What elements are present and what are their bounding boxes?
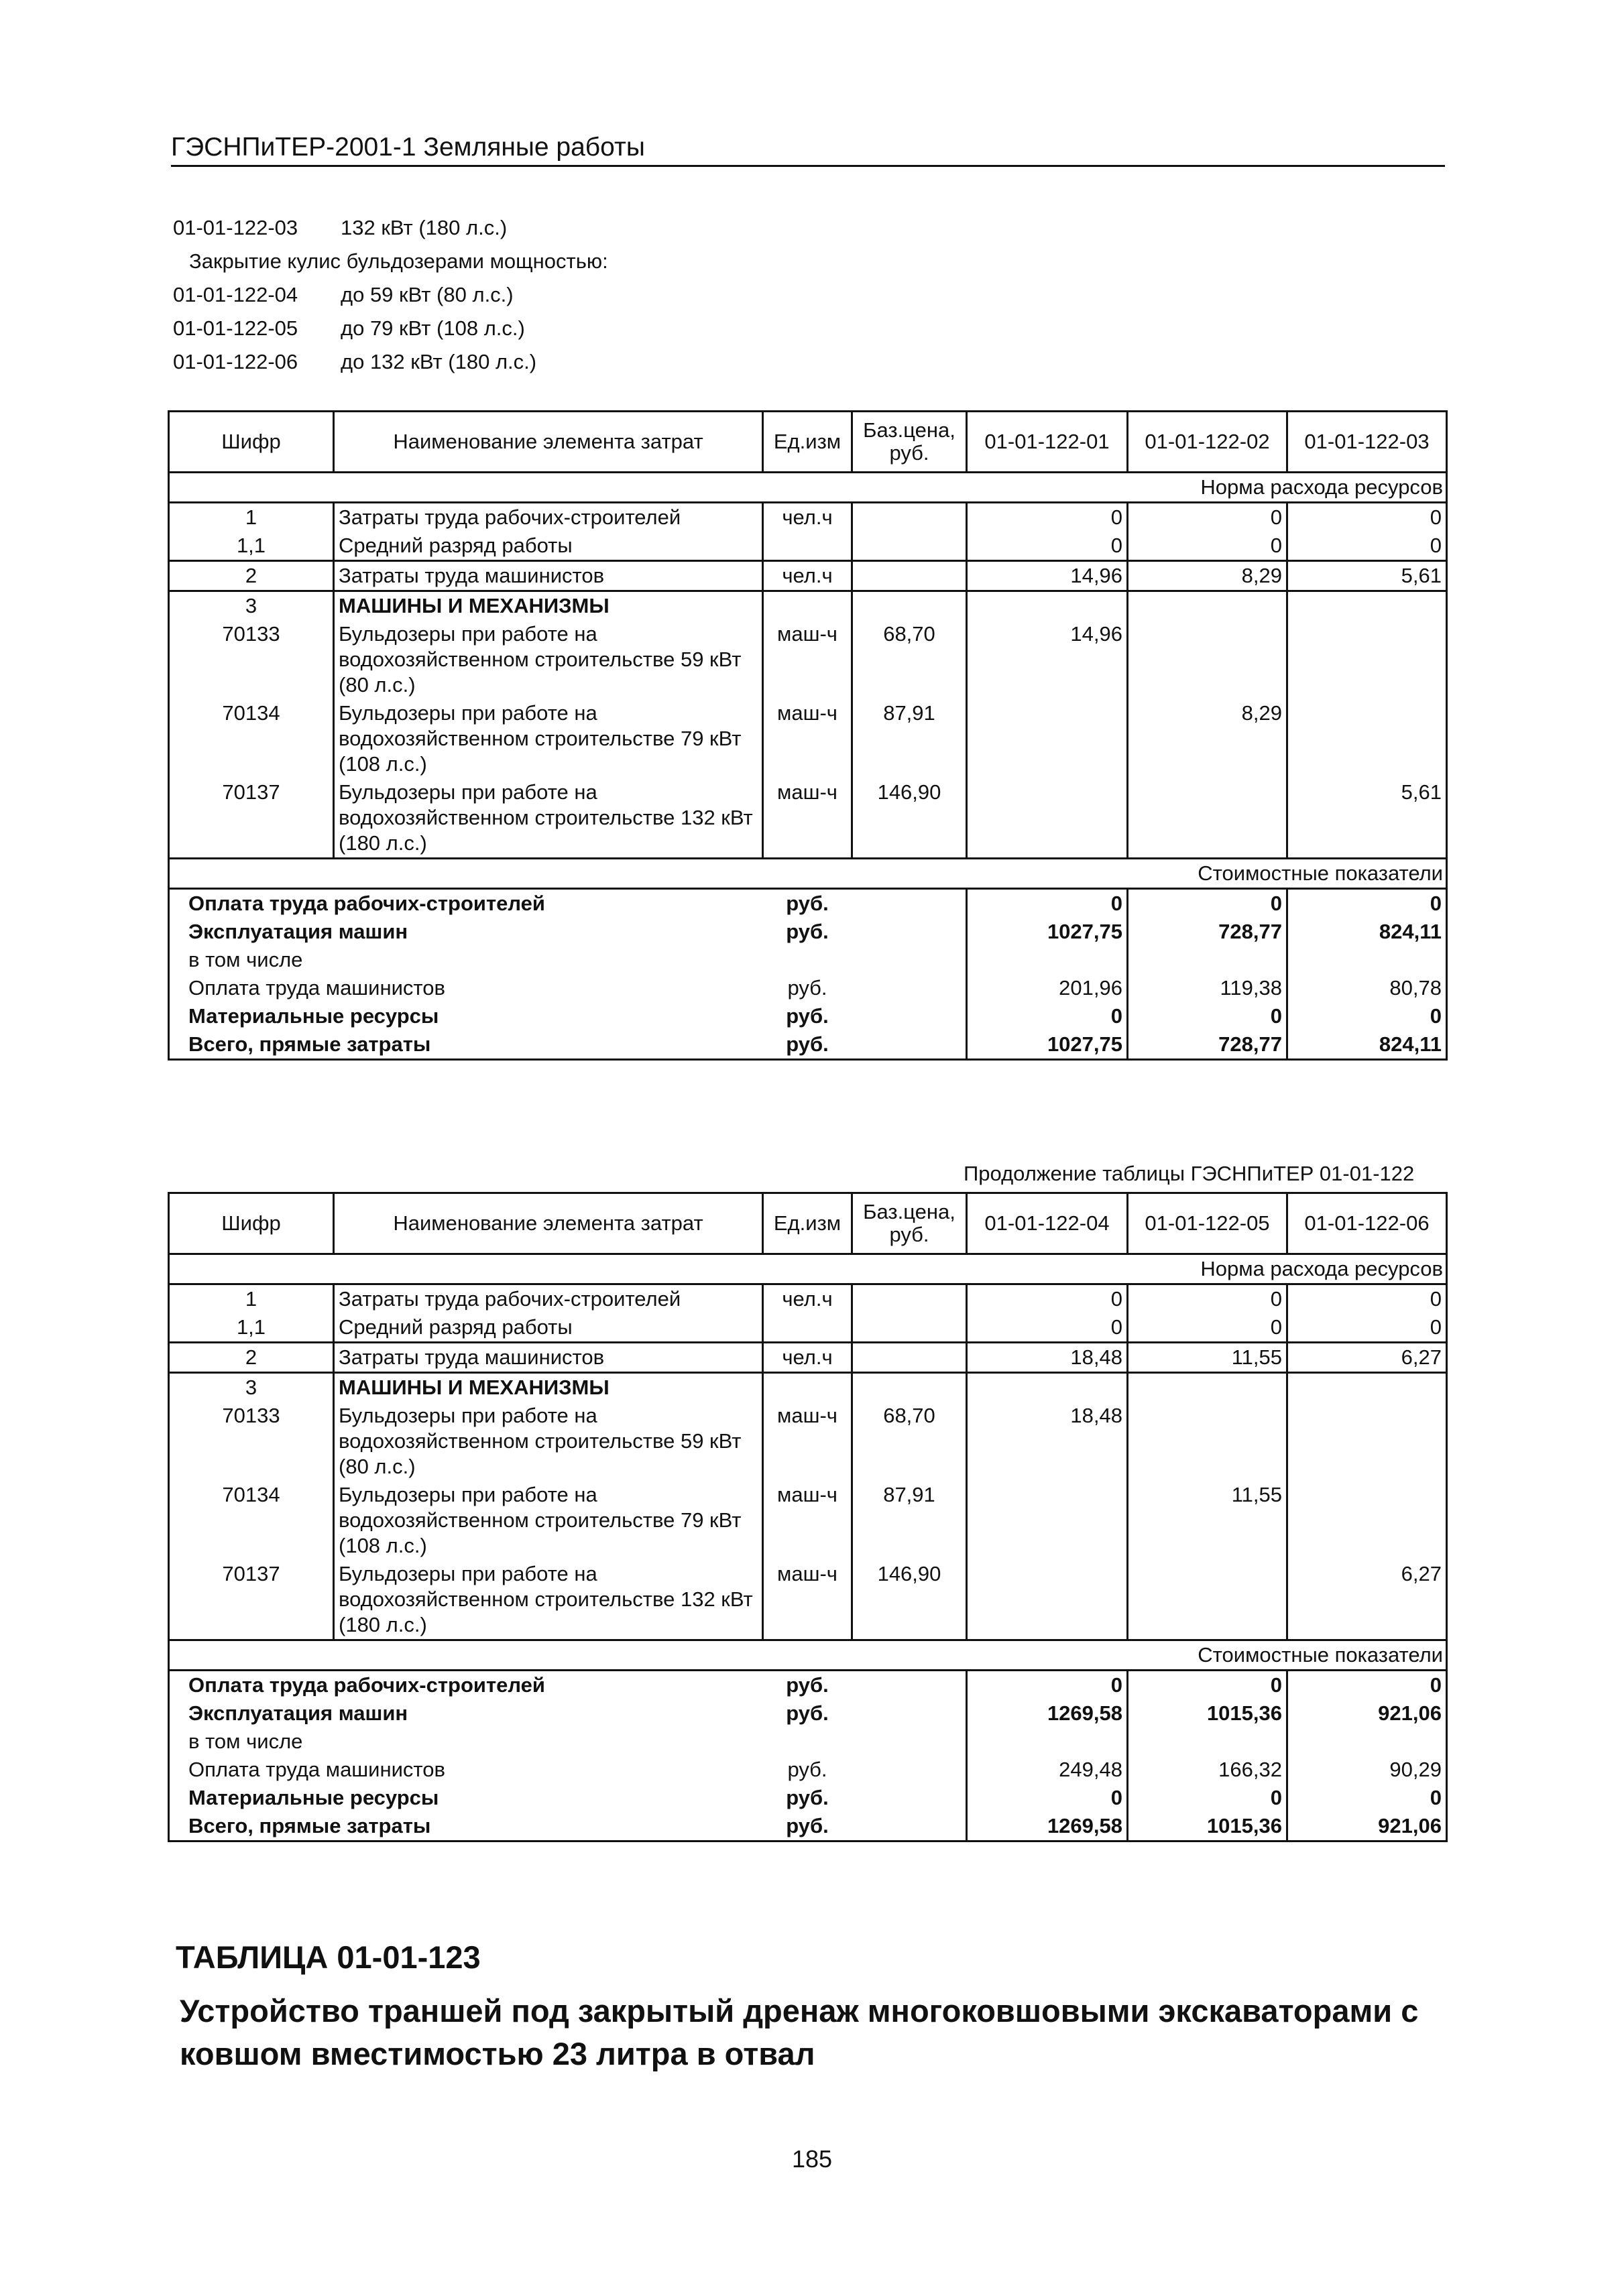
intro-code: 01-01-122-04	[173, 283, 298, 306]
summary-price	[852, 1671, 967, 1700]
summary-row	[169, 1812, 1447, 1841]
table-row	[169, 503, 1447, 532]
row-value: 18,48	[967, 1343, 1128, 1373]
summary-value: 728,77	[1128, 918, 1287, 946]
summary-price	[852, 1699, 967, 1728]
row-value: 0	[1287, 503, 1447, 532]
summary-value: 921,06	[1287, 1699, 1447, 1728]
col-header-unit: Ед.изм	[763, 412, 852, 473]
row-unit	[763, 591, 852, 621]
row-value	[1128, 1373, 1287, 1402]
row-price: 146,90	[852, 778, 967, 859]
table-row	[169, 1560, 1447, 1640]
row-value: 0	[967, 1313, 1128, 1343]
row-name: Бульдозеры при работе на водохозяйственном строительстве 132 кВт (180 л.с.)	[334, 778, 763, 859]
intro-text: до 59 кВт (80 л.с.)	[341, 283, 514, 306]
row-unit: маш-ч	[763, 699, 852, 778]
row-code: 70137	[169, 778, 334, 859]
row-code: 70133	[169, 1402, 334, 1481]
row-value: 0	[967, 503, 1128, 532]
summary-value: 1027,75	[967, 918, 1128, 946]
summary-value: 0	[1287, 1784, 1447, 1812]
col-header-code: 01-01-122-05	[1128, 1193, 1287, 1254]
summary-value: 0	[1128, 889, 1287, 918]
summary-label: Эксплуатация машин	[169, 918, 763, 946]
row-value: 0	[1287, 1284, 1447, 1314]
band-row-cost	[169, 1640, 1447, 1671]
summary-label: Всего, прямые затраты	[169, 1030, 763, 1060]
summary-value: 0	[1128, 1784, 1287, 1812]
summary-value: 728,77	[1128, 1030, 1287, 1060]
intro-text: 132 кВт (180 л.с.)	[341, 216, 508, 239]
intro-code: 01-01-122-03	[173, 216, 298, 239]
row-code: 3	[169, 1373, 334, 1402]
summary-row	[169, 1756, 1447, 1784]
summary-unit: руб.	[787, 976, 827, 1000]
row-code: 1	[169, 1284, 334, 1314]
next-table-title: ТАБЛИЦА 01-01-123	[176, 1939, 481, 1975]
row-code: 70134	[169, 699, 334, 778]
row-value	[1287, 591, 1447, 621]
summary-row	[169, 1671, 1447, 1700]
col-header-code: 01-01-122-03	[1287, 412, 1447, 473]
row-value	[967, 699, 1128, 778]
summary-value: 249,48	[967, 1756, 1128, 1784]
summary-label: Материальные ресурсы	[169, 1002, 763, 1030]
summary-value	[967, 1728, 1128, 1756]
intro-line	[173, 283, 608, 316]
summary-unit	[763, 1728, 852, 1756]
summary-value: 0	[967, 1671, 1128, 1700]
summary-unit: руб.	[786, 1701, 829, 1725]
col-header-name: Наименование элемента затрат	[334, 1193, 763, 1254]
band-row-norm	[169, 1254, 1447, 1284]
summary-unit	[763, 946, 852, 974]
summary-value	[967, 946, 1128, 974]
row-value	[1128, 620, 1287, 699]
table-header-row	[169, 412, 1447, 473]
continuation-note: Продолжение таблицы ГЭСНПиТЕР 01-01-122	[964, 1162, 1415, 1185]
row-value	[967, 1560, 1128, 1640]
row-unit: чел.ч	[763, 1343, 852, 1373]
row-value	[1287, 1402, 1447, 1481]
row-name: МАШИНЫ И МЕХАНИЗМЫ	[334, 1373, 763, 1402]
summary-value: 1015,36	[1128, 1812, 1287, 1841]
summary-value: 1269,58	[967, 1812, 1128, 1841]
row-price: 68,70	[852, 1402, 967, 1481]
table-header-row	[169, 1193, 1447, 1254]
summary-unit: руб.	[763, 1030, 852, 1060]
row-value: 0	[967, 532, 1128, 561]
row-name: Бульдозеры при работе на водохозяйственном строительстве 59 кВт (80 л.с.)	[334, 620, 763, 699]
summary-row	[169, 889, 1447, 918]
col-header-unit: Ед.изм	[763, 1193, 852, 1254]
row-code: 70137	[169, 1560, 334, 1640]
intro-text: до 79 кВт (108 л.с.)	[341, 316, 525, 340]
row-value	[1128, 591, 1287, 621]
summary-row	[169, 946, 1447, 974]
summary-row	[169, 1728, 1447, 1756]
summary-price	[852, 1812, 967, 1841]
row-price: 87,91	[852, 1481, 967, 1560]
row-value: 0	[1287, 1313, 1447, 1343]
resource-table-2	[168, 1192, 1448, 1842]
summary-price	[852, 1756, 967, 1784]
row-name: Бульдозеры при работе на водохозяйственном строительстве 59 кВт (80 л.с.)	[334, 1402, 763, 1481]
col-header-price: Баз.цена, руб.	[852, 412, 967, 473]
table-row	[169, 1402, 1447, 1481]
summary-value: 0	[1128, 1671, 1287, 1700]
row-unit: маш-ч	[763, 1402, 852, 1481]
table-row	[169, 561, 1447, 591]
intro-code: 01-01-122-05	[173, 316, 298, 340]
resource-table-1	[168, 410, 1448, 1061]
page-number: 185	[791, 2145, 833, 2173]
summary-value	[1128, 1728, 1287, 1756]
summary-label: в том числе	[169, 946, 763, 974]
intro-line	[173, 350, 608, 383]
row-value	[1128, 778, 1287, 859]
summary-row	[169, 1002, 1447, 1030]
row-value	[967, 1373, 1128, 1402]
summary-value: 1269,58	[967, 1699, 1128, 1728]
col-header-shifr: Шифр	[169, 1193, 334, 1254]
row-code: 1,1	[169, 532, 334, 561]
intro-line: Закрытие кулис бульдозерами мощностью:	[189, 249, 608, 273]
row-value: 11,55	[1128, 1343, 1287, 1373]
band-row-cost	[169, 859, 1447, 889]
summary-row	[169, 1699, 1447, 1728]
row-value: 14,96	[967, 561, 1128, 591]
summary-row	[169, 918, 1447, 946]
next-table-description: Устройство траншей под закрытый дренаж многоковшовыми экскаваторами с ковшом вместимостью 23 литра в отвал	[180, 1993, 1419, 2071]
row-unit	[763, 532, 852, 561]
row-value	[1287, 699, 1447, 778]
summary-unit: руб.	[786, 1673, 829, 1697]
intro-list	[173, 216, 608, 383]
summary-value	[1128, 946, 1287, 974]
row-unit: чел.ч	[763, 561, 852, 591]
summary-price	[852, 974, 967, 1002]
row-price: 87,91	[852, 699, 967, 778]
band-label: Норма расхода ресурсов	[169, 473, 1447, 503]
row-value: 0	[1128, 503, 1287, 532]
row-name: Бульдозеры при работе на водохозяйственном строительстве 79 кВт (108 л.с.)	[334, 699, 763, 778]
row-price: 68,70	[852, 620, 967, 699]
intro-code: 01-01-122-06	[173, 350, 298, 373]
col-header-name: Наименование элемента затрат	[334, 412, 763, 473]
row-unit: маш-ч	[763, 1560, 852, 1640]
col-header-code: 01-01-122-02	[1128, 412, 1287, 473]
summary-label: Оплата труда рабочих-строителей	[169, 1671, 763, 1700]
row-value	[967, 591, 1128, 621]
summary-value: 0	[967, 1002, 1128, 1030]
row-value	[967, 778, 1128, 859]
table-row	[169, 620, 1447, 699]
table-row	[169, 1481, 1447, 1560]
row-code: 2	[169, 1343, 334, 1373]
table-row	[169, 1284, 1447, 1314]
summary-row	[169, 974, 1447, 1002]
row-code: 1	[169, 503, 334, 532]
summary-price	[852, 1784, 967, 1812]
summary-value: 1027,75	[967, 1030, 1128, 1060]
row-code: 2	[169, 561, 334, 591]
row-name: МАШИНЫ И МЕХАНИЗМЫ	[334, 591, 763, 621]
band-row-norm	[169, 473, 1447, 503]
summary-price	[852, 946, 967, 974]
col-header-code: 01-01-122-06	[1287, 1193, 1447, 1254]
summary-value: 0	[1287, 889, 1447, 918]
summary-price	[852, 918, 967, 946]
summary-unit: руб.	[786, 920, 829, 943]
summary-row	[169, 1784, 1447, 1812]
band-label: Норма расхода ресурсов	[169, 1254, 1447, 1284]
summary-value	[1287, 946, 1447, 974]
row-value	[1287, 1481, 1447, 1560]
summary-unit: руб.	[763, 1812, 852, 1841]
summary-unit: руб.	[786, 892, 829, 915]
summary-value: 824,11	[1287, 918, 1447, 946]
row-value: 8,29	[1128, 561, 1287, 591]
col-header-code: 01-01-122-04	[967, 1193, 1128, 1254]
summary-label: Материальные ресурсы	[169, 1784, 763, 1812]
row-value: 8,29	[1128, 699, 1287, 778]
row-unit: маш-ч	[763, 620, 852, 699]
row-value: 0	[1128, 532, 1287, 561]
row-name: Средний разряд работы	[334, 1313, 763, 1343]
col-header-shifr: Шифр	[169, 412, 334, 473]
row-name: Затраты труда машинистов	[334, 1343, 763, 1373]
row-name: Затраты труда машинистов	[334, 561, 763, 591]
running-header: ГЭСНПиТЕР-2001-1 Земляные работы	[171, 133, 1445, 167]
row-value: 5,61	[1287, 778, 1447, 859]
row-price: 146,90	[852, 1560, 967, 1640]
summary-value: 1015,36	[1128, 1699, 1287, 1728]
row-name: Затраты труда рабочих-строителей	[334, 503, 763, 532]
summary-value: 0	[1287, 1671, 1447, 1700]
row-value: 5,61	[1287, 561, 1447, 591]
col-header-price: Баз.цена, руб.	[852, 1193, 967, 1254]
row-code: 1,1	[169, 1313, 334, 1343]
row-code: 3	[169, 591, 334, 621]
summary-value: 824,11	[1287, 1030, 1447, 1060]
row-name: Бульдозеры при работе на водохозяйственном строительстве 79 кВт (108 л.с.)	[334, 1481, 763, 1560]
table-row	[169, 1373, 1447, 1402]
intro-text: до 132 кВт (180 л.с.)	[341, 350, 537, 373]
summary-value: 90,29	[1287, 1756, 1447, 1784]
table-row	[169, 699, 1447, 778]
row-price	[852, 591, 967, 621]
summary-unit: руб.	[786, 1786, 829, 1809]
summary-label: Оплата труда рабочих-строителей	[169, 889, 763, 918]
table-row	[169, 591, 1447, 621]
row-value: 11,55	[1128, 1481, 1287, 1560]
row-unit: маш-ч	[763, 1481, 852, 1560]
summary-label: Оплата труда машинистов	[169, 1756, 763, 1784]
summary-value: 119,38	[1128, 974, 1287, 1002]
row-value: 0	[967, 1284, 1128, 1314]
intro-line	[173, 216, 608, 249]
row-code: 70133	[169, 620, 334, 699]
summary-price	[852, 1030, 967, 1060]
table-row	[169, 532, 1447, 561]
row-value	[1128, 1402, 1287, 1481]
summary-value: 0	[1287, 1002, 1447, 1030]
summary-label: Всего, прямые затраты	[169, 1812, 763, 1841]
col-header-code: 01-01-122-01	[967, 412, 1128, 473]
row-unit: чел.ч	[763, 503, 852, 532]
row-price	[852, 532, 967, 561]
row-price	[852, 561, 967, 591]
summary-value: 921,06	[1287, 1812, 1447, 1841]
intro-line	[173, 316, 608, 350]
summary-price	[852, 1728, 967, 1756]
row-value: 14,96	[967, 620, 1128, 699]
summary-label: Оплата труда машинистов	[169, 974, 763, 1002]
row-value: 0	[1128, 1313, 1287, 1343]
summary-unit: руб.	[786, 1004, 829, 1028]
band-label: Стоимостные показатели	[169, 859, 1447, 889]
row-price	[852, 1313, 967, 1343]
row-value: 6,27	[1287, 1343, 1447, 1373]
table-row	[169, 778, 1447, 859]
row-value	[1128, 1560, 1287, 1640]
table-row	[169, 1343, 1447, 1373]
table-row	[169, 1313, 1447, 1343]
summary-price	[852, 1002, 967, 1030]
summary-row	[169, 1030, 1447, 1060]
summary-label: в том числе	[169, 1728, 763, 1756]
row-unit	[763, 1373, 852, 1402]
summary-value: 0	[967, 1784, 1128, 1812]
summary-unit: руб.	[787, 1758, 827, 1781]
band-label: Стоимостные показатели	[169, 1640, 1447, 1671]
row-name: Затраты труда рабочих-строителей	[334, 1284, 763, 1314]
row-value	[1287, 620, 1447, 699]
summary-value	[1287, 1728, 1447, 1756]
row-value	[967, 1481, 1128, 1560]
summary-value: 201,96	[967, 974, 1128, 1002]
row-value: 18,48	[967, 1402, 1128, 1481]
row-price	[852, 1343, 967, 1373]
row-price	[852, 1373, 967, 1402]
row-value: 0	[1128, 1284, 1287, 1314]
row-unit: чел.ч	[763, 1284, 852, 1314]
row-unit: маш-ч	[763, 778, 852, 859]
summary-value: 166,32	[1128, 1756, 1287, 1784]
row-name: Бульдозеры при работе на водохозяйственном строительстве 132 кВт (180 л.с.)	[334, 1560, 763, 1640]
row-value: 6,27	[1287, 1560, 1447, 1640]
row-value: 0	[1287, 532, 1447, 561]
summary-price	[852, 889, 967, 918]
row-price	[852, 1284, 967, 1314]
summary-value: 80,78	[1287, 974, 1447, 1002]
row-value	[1287, 1373, 1447, 1402]
summary-value: 0	[1128, 1002, 1287, 1030]
row-code: 70134	[169, 1481, 334, 1560]
row-price	[852, 503, 967, 532]
summary-label: Эксплуатация машин	[169, 1699, 763, 1728]
row-name: Средний разряд работы	[334, 532, 763, 561]
summary-value: 0	[967, 889, 1128, 918]
row-unit	[763, 1313, 852, 1343]
